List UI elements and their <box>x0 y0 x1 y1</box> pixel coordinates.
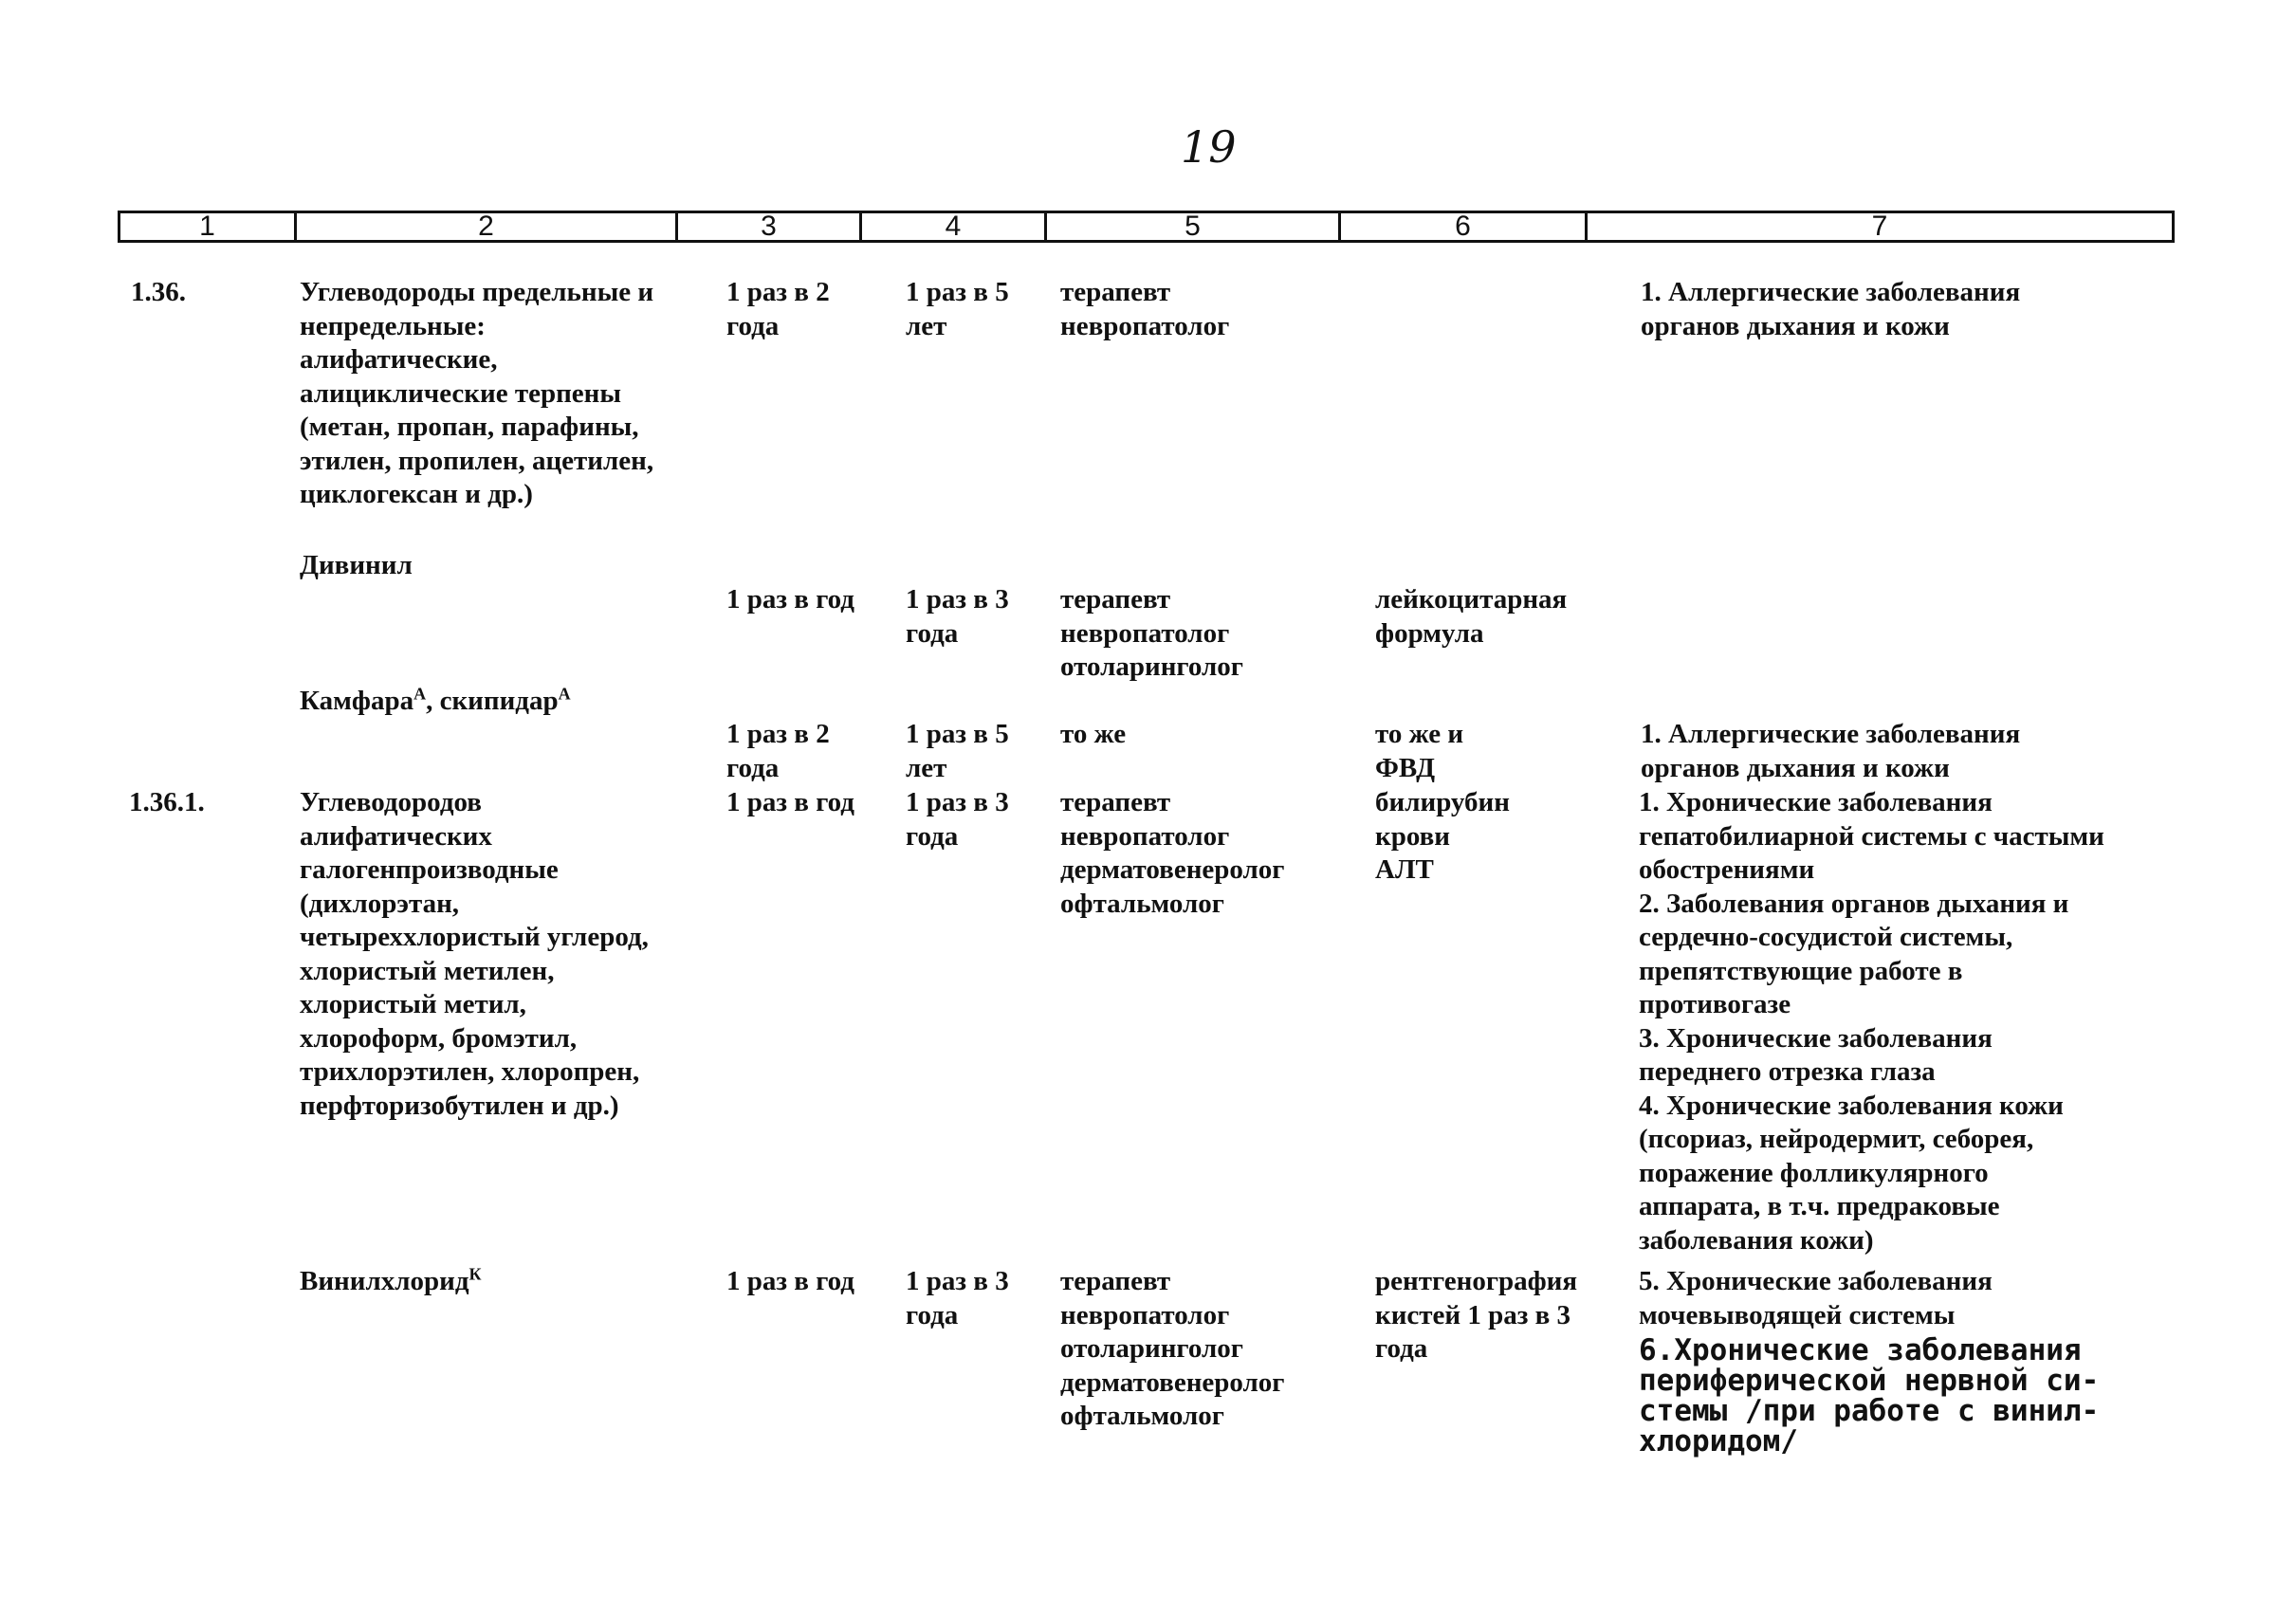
exam-frequency: 1 раз в год <box>726 584 854 614</box>
header-col-4: 4 <box>862 213 1047 240</box>
contraindications: 5. Хронические заболевания мочевыводящей системы <box>1639 1266 1993 1330</box>
header-col-3: 3 <box>678 213 862 240</box>
substance-name: Дивинил <box>300 550 413 580</box>
center-exam-frequency: 1 раз в 3 года <box>906 1266 1009 1330</box>
exam-frequency: 1 раз в 2 года <box>726 719 830 783</box>
center-exam-frequency: 1 раз в 3 года <box>906 584 1009 649</box>
doctors-list: терапевт невропатолог <box>1060 277 1230 341</box>
contraindications: 1. Аллергические заболевания органов дыхания и кожи <box>1641 277 2021 341</box>
lab-tests: рентгенография кистей 1 раз в 3 года <box>1375 1266 1578 1364</box>
header-col-1: 1 <box>120 213 297 240</box>
lab-tests: то же и ФВД <box>1375 719 1464 783</box>
header-col-5: 5 <box>1047 213 1341 240</box>
exam-frequency: 1 раз в 2 года <box>726 277 830 341</box>
contraindications: 1. Хронические заболевания гепатобилиарной системы с частыми обострениями 2. Заболевания органов дыхания и сердечно-сосудистой системы, препятствующие работе в противогазе 3. Хронические заболевания переднего отрезка глаза 4. Хронические заболевания кожи (псориаз, нейродермит, себорея, поражение фолликулярного аппарата, в т.ч. предраковые заболевания кожи) <box>1639 787 2104 1256</box>
contraindications: 1. Аллергические заболевания органов дыхания и кожи <box>1641 719 2021 783</box>
header-col-6: 6 <box>1341 213 1588 240</box>
doctors-list: то же <box>1060 719 1127 749</box>
substance-name: Углеводороды предельные и непредельные: алифатические, алициклические терпены (метан, пропан, парафины, этилен, пропилен, ацетилен, циклогексан и др.) <box>300 277 654 509</box>
doctors-list: терапевт невропатолог отоларинголог дерматовенеролог офтальмолог <box>1060 1266 1285 1431</box>
typewritten-note: 6.Хронические заболевания периферической нервной си- стемы /при работе с винил- хлоридом/ <box>1639 1333 2100 1458</box>
exam-frequency: 1 раз в год <box>726 787 854 817</box>
header-col-7: 7 <box>1871 211 1888 242</box>
page-number: 19 <box>1181 121 1237 173</box>
header-col-2: 2 <box>297 213 678 240</box>
substance-name: Углеводородов алифатических галогенпроизводные (дихлорэтан, четыреххлористый углерод, хлористый метилен, хлористый метил, хлороформ, бромэтил, трихлорэтилен, хлоропрен, перфторизобутилен и др.) <box>300 787 649 1121</box>
row-number: 1.36.1. <box>129 787 205 817</box>
center-exam-frequency: 1 раз в 5 лет <box>906 719 1009 783</box>
doctors-list: терапевт невропатолог отоларинголог <box>1060 584 1243 682</box>
substance-name: Камфара$^А$, скипидар$^А$ <box>300 684 571 716</box>
lab-tests: лейкоцитарная формула <box>1375 584 1568 649</box>
center-exam-frequency: 1 раз в 3 года <box>906 787 1009 852</box>
center-exam-frequency: 1 раз в 5 лет <box>906 277 1009 341</box>
table-header <box>118 211 2175 243</box>
row-number: 1.36. <box>131 277 186 307</box>
doctors-list: терапевт невропатолог дерматовенеролог офтальмолог <box>1060 787 1285 919</box>
exam-frequency: 1 раз в год <box>726 1266 854 1296</box>
substance-name: Винилхлорид$^К$ <box>300 1264 482 1296</box>
lab-tests: билирубин крови АЛТ <box>1375 787 1510 885</box>
